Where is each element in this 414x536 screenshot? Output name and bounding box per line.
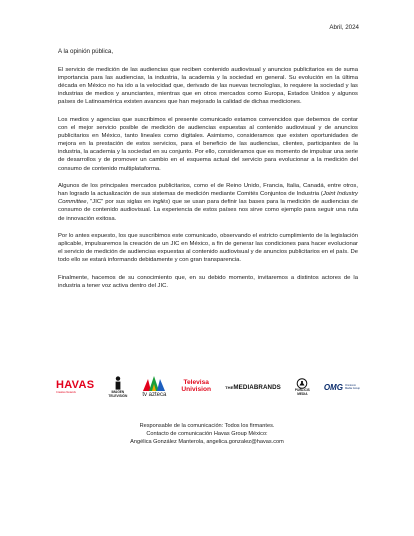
imagen-logo-line1: IMAGEN — [111, 390, 125, 394]
publicis-logo-line2: MEDIA — [297, 391, 308, 396]
letter-body — [58, 48, 358, 300]
omg-sub-line2: Media Group — [344, 387, 360, 390]
omg-sub-line1: Omnicom — [344, 384, 357, 387]
imagen-television-logo — [108, 376, 127, 398]
footer-contact-person: Angélica González Manterola, angelica.gonzalez@havas.com — [130, 439, 284, 445]
publicis-media-logo — [295, 378, 310, 396]
mediabrands-wordmark: MEDIABRANDS — [233, 383, 281, 391]
omg-logo — [324, 383, 360, 392]
letter-date: Abril, 2024 — [329, 24, 359, 31]
signatory-logos — [56, 372, 360, 402]
imagen-i-icon — [112, 376, 124, 390]
mediabrands-logo — [225, 384, 281, 391]
paragraph-2: Los medios y agencias que suscribimos el presente comunicado estamos convencidos que debemos de contar con el mejor servicio posible de medición de audiencias expuestas al contenido audiovisual y de anuncios publicitarios en México, tanto lineales como digitales. Asimismo, consideramos que existen oportunidades de mejora en la prestación de estos servicios, para el beneficio de las audiencias, clientes, participantes de la industria, la academia y la sociedad en su conjunto. Por ello, consideramos que es momento de impulsar una serie de desarrollos y de promover un cambio en el esquema actual del servicio para evolucionar a la medición del consumo de contenido multiplataforma. — [58, 116, 358, 172]
publicis-logo-line1: PUBLICIS — [294, 387, 310, 392]
univision-wordmark: Univision — [181, 386, 212, 393]
havas-logo-wordmark: HAVAS — [56, 379, 95, 391]
omg-wordmark: OMG — [323, 382, 343, 392]
havas-logo-tagline: Creative Network — [56, 391, 76, 394]
footer-responsible: Responsable de la comunicación: Todos los firmantes. — [139, 423, 275, 429]
paragraph-4: Por lo antes expuesto, los que suscribimos este comunicado, observando el estricto cumplimiento de la legislación aplicable, impulsaremos la creación de un JIC en México, a fin de generar las condiciones para hacer evolucionar el servicio de medición de audiencias expuestas al contenido audiovisual y de anuncios publicitarios en el país. De todo ello se estará informando debidamente y con gran transparencia. — [58, 233, 358, 264]
tv-azteca-logo — [141, 375, 167, 399]
tv-azteca-wordmark: tv azteca — [142, 392, 167, 398]
televisa-wordmark: Televisa — [183, 379, 209, 387]
paragraph-5: Finalmente, hacemos de su conocimiento que, en su debido momento, invitaremos a distintos actores de la industria a tener voz activa dentro del JIC. — [58, 274, 358, 290]
paragraph-1: El servicio de medición de las audiencias que reciben contenido audiovisual y anuncios publicitarios es de suma importancia para las audiencias, la industria, la academia y la sociedad en general. Su evolución en la última década en México no ha ido a la velocidad que, derivado de las nuevas tecnologías, lo requiere la sociedad y las industrias de medios y anunciantes, mientras que en otros mercados como Europa, Estados Unidos y algunos países de Latinoamérica existen avances que han mejorado la calidad de dichas mediciones. — [58, 67, 358, 106]
imagen-logo-line2: TELEVISIÓN — [108, 394, 128, 398]
mediabrands-the: THE — [225, 384, 234, 390]
havas-logo — [56, 380, 94, 394]
televisaunivision-logo — [181, 380, 211, 393]
salutation: A la opinión pública, — [58, 48, 114, 55]
letter-footer — [0, 422, 414, 446]
tv-azteca-pyramid-icon — [141, 375, 167, 392]
footer-contact-label: Contacto de comunicación Havas Group México: — [146, 431, 268, 437]
omg-subtitle — [345, 384, 360, 390]
paragraph-3: Algunos de los principales mercados publicitarios, como el de Reino Unido, Francia, Italia, Canadá, entre otros, han logrado la actualización de sus sistemas de medición mediante Comités Conjuntos de Industria (Joint Industry Committee, "JIC" por sus siglas en inglés) que se usan para definir las bases para la medición de audiencias de consumo de contenido audiovisual. La experiencia de estos países nos sirve como ejemplo para seguir una ruta de innovación exitosa. — [58, 183, 358, 222]
